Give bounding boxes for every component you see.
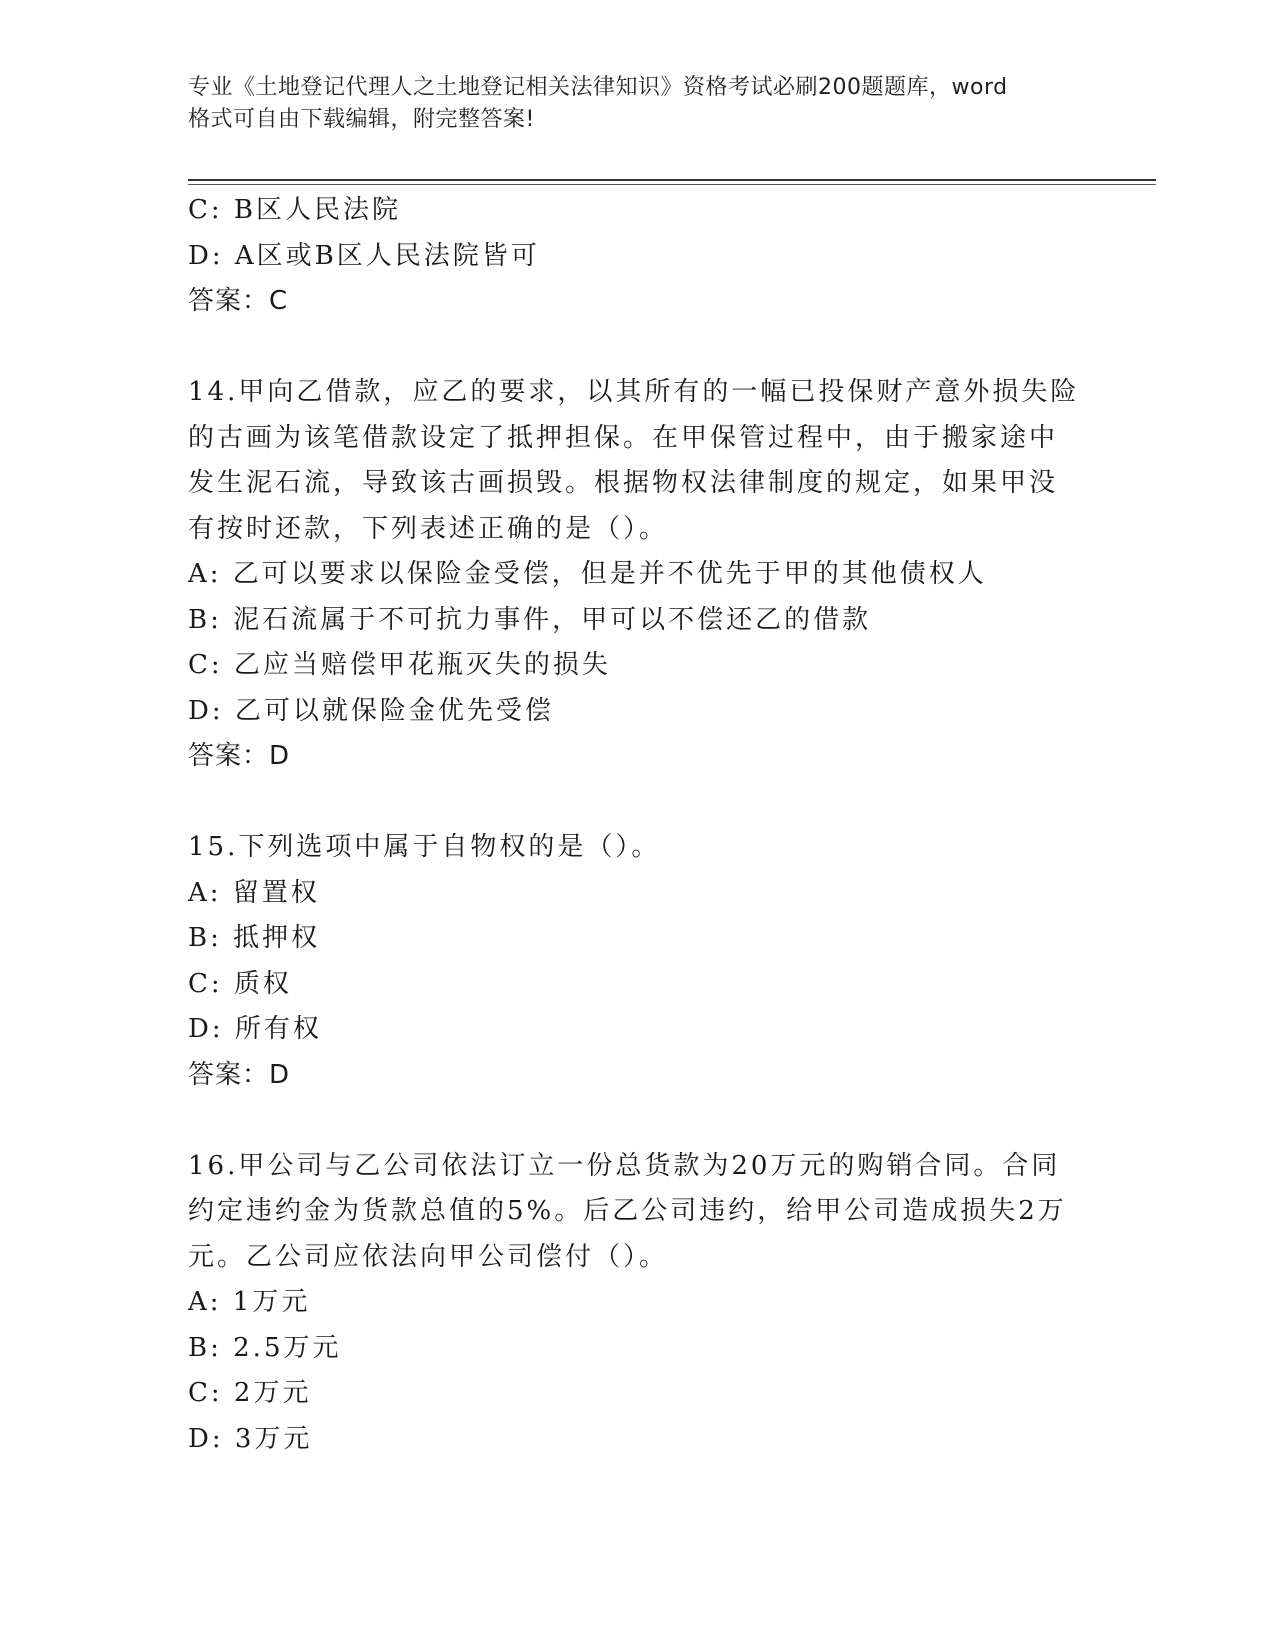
option-c: C: B区人民法院 xyxy=(188,195,402,225)
question-stem-line: 16.甲公司与乙公司依法订立一份总货款为20万元的购销合同。合同 xyxy=(188,1150,1061,1181)
question-stem-line: 15.下列选项中属于自物权的是（）。 xyxy=(188,832,661,862)
header-divider-thin xyxy=(188,184,1156,185)
option-c: C: 2万元 xyxy=(188,1378,312,1408)
spacer xyxy=(188,1098,1088,1144)
question-stem-line: 发生泥石流，导致该古画损毁。根据物权法律制度的规定，如果甲没 xyxy=(188,468,1059,498)
header-line-2: 格式可自由下载编辑，附完整答案! xyxy=(188,107,535,132)
option-a: A: 1万元 xyxy=(188,1287,311,1317)
answer-line: 答案：D xyxy=(188,1059,291,1090)
option-b: B: 泥石流属于不可抗力事件，甲可以不偿还乙的借款 xyxy=(188,604,872,635)
question-16 xyxy=(188,1144,1088,1463)
option-c: C: 质权 xyxy=(188,968,292,999)
option-d: D: 乙可以就保险金优先受偿 xyxy=(188,695,554,726)
spacer xyxy=(188,325,1088,371)
question-15 xyxy=(188,825,1088,1098)
spacer xyxy=(188,780,1088,826)
option-a: A: 乙可以要求以保险金受偿，但是并不优先于甲的其他债权人 xyxy=(188,559,987,589)
answer-line: 答案：C xyxy=(188,286,289,316)
question-14 xyxy=(188,370,1088,780)
option-d: D: 3万元 xyxy=(188,1423,313,1454)
option-c: C: 乙应当赔偿甲花瓶灭失的损失 xyxy=(188,650,611,680)
option-a: A: 留置权 xyxy=(188,877,320,908)
question-13-tail xyxy=(188,188,1088,325)
question-stem-line: 约定违约金为货款总值的5%。后乙公司违约，给甲公司造成损失2万 xyxy=(188,1196,1067,1226)
question-stem-line: 有按时还款，下列表述正确的是（）。 xyxy=(188,513,669,544)
header-line-1: 专业《土地登记代理人之土地登记相关法律知识》资格考试必刷200题题库，word xyxy=(188,75,1008,100)
question-stem-line: 元。乙公司应依法向甲公司偿付（）。 xyxy=(188,1241,669,1272)
option-d: D: 所有权 xyxy=(188,1014,322,1044)
document-body xyxy=(188,188,1088,1462)
answer-line: 答案：D xyxy=(188,741,291,771)
option-b: B: 2.5万元 xyxy=(188,1332,342,1363)
question-stem-line: 的古画为该笔借款设定了抵押担保。在甲保管过程中，由于搬家途中 xyxy=(188,422,1059,453)
document-header xyxy=(188,72,1088,136)
header-divider-thick xyxy=(188,179,1156,181)
option-d: D: A区或B区人民法院皆可 xyxy=(188,240,540,271)
question-stem-line: 14.甲向乙借款，应乙的要求，以其所有的一幅已投保财产意外损失险 xyxy=(188,377,1080,407)
option-b: B: 抵押权 xyxy=(188,923,321,953)
